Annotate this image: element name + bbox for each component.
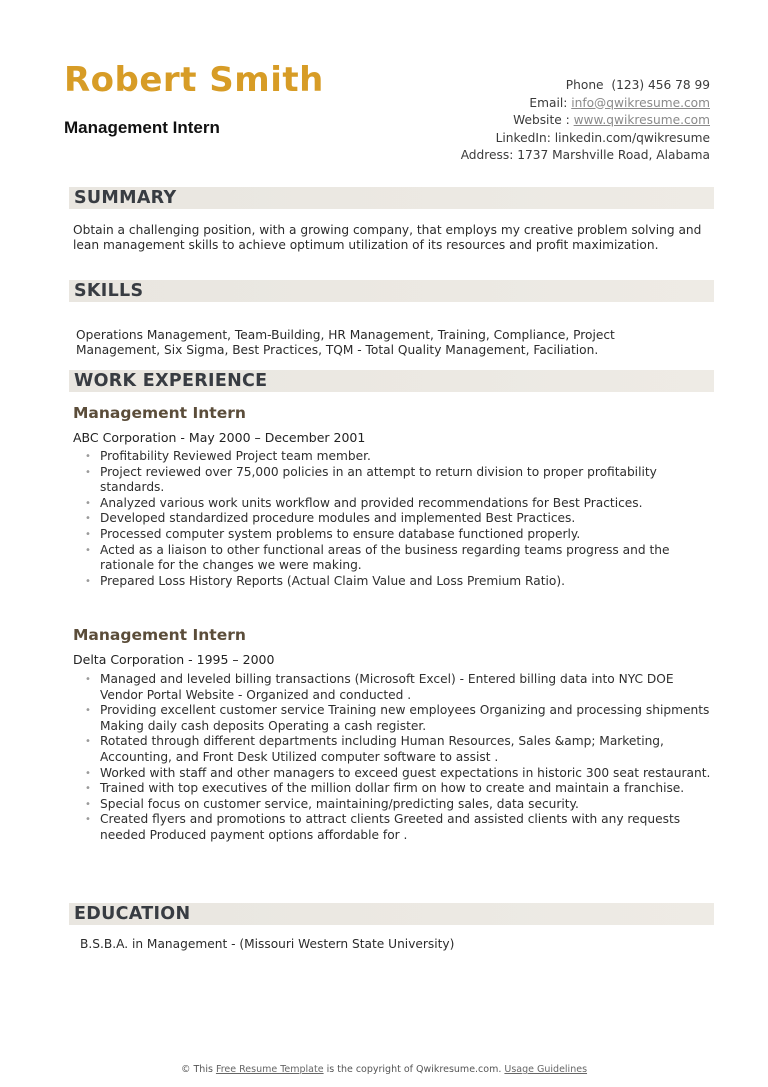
list-item: • Managed and leveled billing transactions (Microsoft Excel) - Entered billing data into NYC DOE Vendor Portal Website - Organized and conducted . <box>80 672 712 703</box>
contact-phone <box>461 77 710 95</box>
work-section-header <box>69 370 714 392</box>
contact-email <box>461 95 710 113</box>
skills-section-header <box>69 280 714 302</box>
email-label: Email: <box>529 95 568 110</box>
list-item: • Worked with staff and other managers to exceed guest expectations in historic 300 seat restaurant. <box>80 766 712 782</box>
list-item: • Trained with top executives of the million dollar firm on how to create and maintain a franchise. <box>80 781 712 797</box>
contact-block <box>461 77 710 165</box>
job-title-1: Management Intern <box>73 404 246 422</box>
address-value: 1737 Marshville Road, Alabama <box>517 148 710 162</box>
footer-copyright <box>0 1064 768 1075</box>
email-link[interactable]: info@qwikresume.com <box>571 95 710 110</box>
summary-section-header <box>69 187 714 209</box>
list-item: • Special focus on customer service, maintaining/predicting sales, data security. <box>80 797 712 813</box>
contact-address <box>461 147 710 165</box>
section-title-skills: SKILLS <box>74 281 144 301</box>
list-item: • Created flyers and promotions to attract clients Greeted and assisted clients with any requests needed Produced payment options affordable for . <box>80 812 712 843</box>
list-item: • Providing excellent customer service Training new employees Organizing and processing shipments Making daily cash deposits Operating a cash register. <box>80 703 712 734</box>
education-text: B.S.B.A. in Management - (Missouri Western State University) <box>80 937 455 951</box>
website-link[interactable]: www.qwikresume.com <box>573 113 710 127</box>
job-meta-2: Delta Corporation - 1995 – 2000 <box>73 652 275 667</box>
job-title-2: Management Intern <box>73 626 246 644</box>
skills-text: Operations Management, Team-Building, HR Management, Training, Compliance, Project Management, Six Sigma, Best Practices, TQM - Total Quality Management, Faciliation. <box>76 328 615 358</box>
section-title-summary: SUMMARY <box>74 188 177 208</box>
footer-prefix: © This <box>180 1064 213 1075</box>
phone-value: (123) 456 78 99 <box>611 78 710 92</box>
contact-linkedin <box>461 130 710 148</box>
job-bullets-2 <box>80 672 712 844</box>
section-title-work: WORK EXPERIENCE <box>74 371 268 391</box>
address-label: Address: <box>460 148 514 162</box>
summary-text: Obtain a challenging position, with a growing company, that employs my creative problem solving and lean management skills to achieve optimum utilization of its resources and profit maximization. <box>73 223 702 253</box>
usage-guidelines-link[interactable]: Usage Guidelines <box>504 1064 588 1075</box>
linkedin-label: LinkedIn: <box>495 130 551 145</box>
list-item: • Analyzed various work units workflow and provided recommendations for Best Practices. <box>80 496 712 512</box>
candidate-name: Robert Smith <box>64 60 324 100</box>
section-title-education: EDUCATION <box>74 904 191 924</box>
linkedin-value: linkedin.com/qwikresume <box>554 130 710 145</box>
education-section-header <box>69 903 714 925</box>
website-label: Website : <box>513 113 570 127</box>
footer-middle: is the copyright of Qwikresume.com. <box>326 1064 502 1075</box>
list-item: • Developed standardized procedure modules and implemented Best Practices. <box>80 511 712 527</box>
phone-label: Phone <box>565 78 604 92</box>
job-bullets-1 <box>80 449 712 589</box>
job-meta-1: ABC Corporation - May 2000 – December 2001 <box>73 430 366 445</box>
free-resume-template-link[interactable]: Free Resume Template <box>215 1064 324 1075</box>
contact-website <box>461 112 710 130</box>
list-item: • Processed computer system problems to ensure database functioned properly. <box>80 527 712 543</box>
list-item: • Project reviewed over 75,000 policies in an attempt to return division to proper profitability standards. <box>80 465 712 496</box>
list-item: • Acted as a liaison to other functional areas of the business regarding teams progress and the rationale for the changes we were making. <box>80 543 712 574</box>
candidate-role: Management Intern <box>64 118 220 137</box>
list-item: • Rotated through different departments including Human Resources, Sales &amp; Marketing, Accounting, and Front Desk Utilized computer software to assist . <box>80 734 712 765</box>
list-item: • Profitability Reviewed Project team member. <box>80 449 712 465</box>
list-item: • Prepared Loss History Reports (Actual Claim Value and Loss Premium Ratio). <box>80 574 712 590</box>
